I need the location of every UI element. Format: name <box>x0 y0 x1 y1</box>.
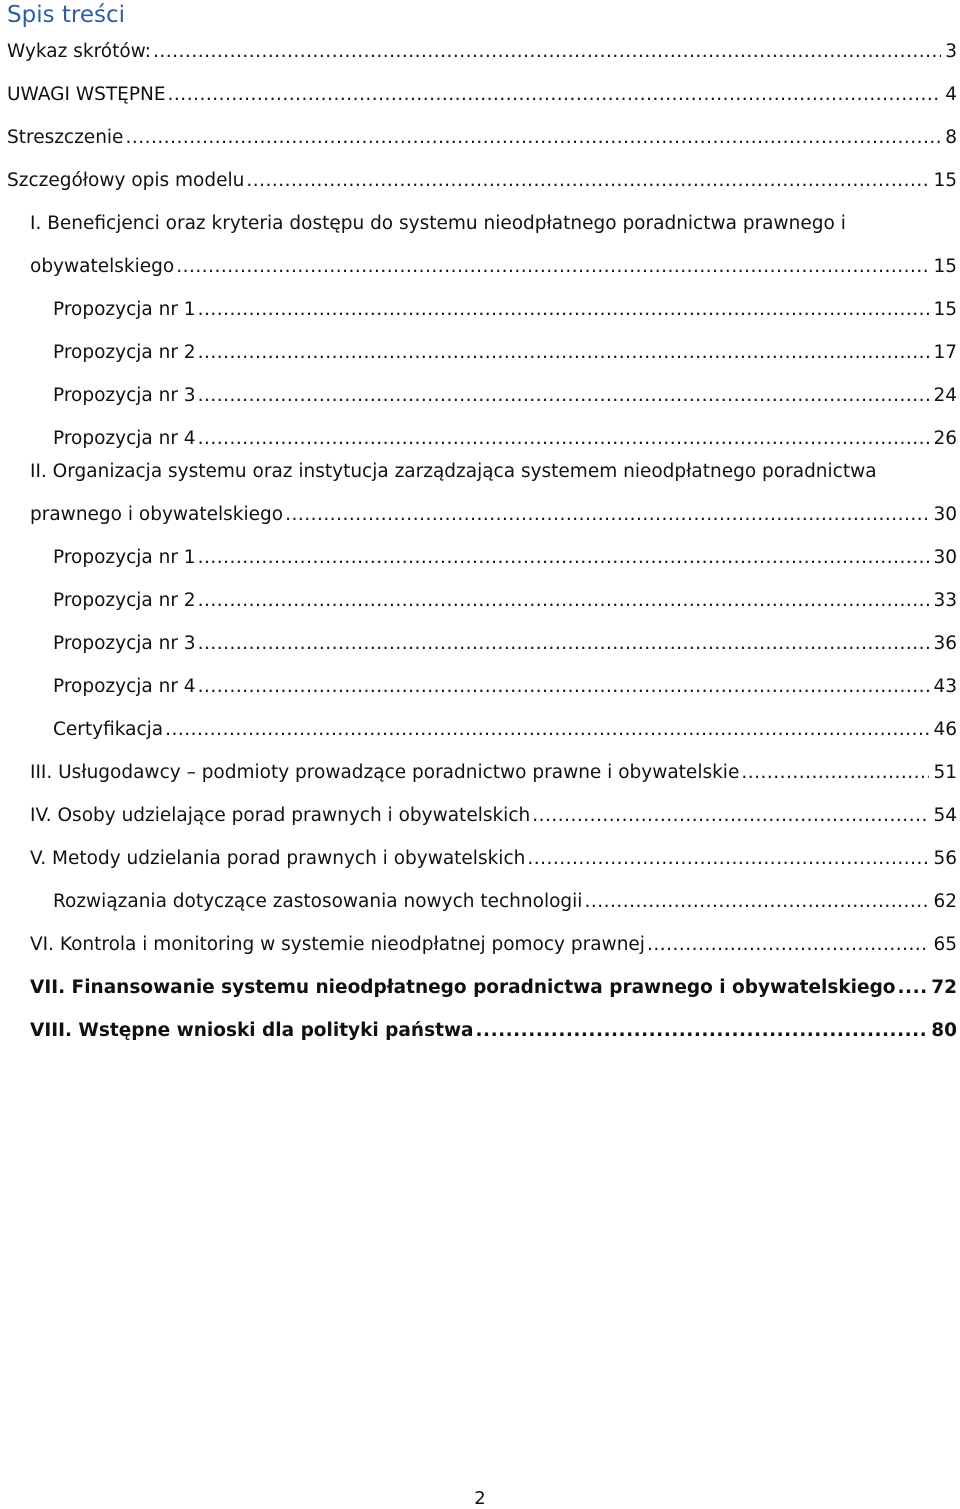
toc-entry-text: Wykaz skrótów: <box>7 41 152 62</box>
toc-entry-streszczenie[interactable] <box>7 126 957 150</box>
toc-entry-text: VIII. Wstępne wnioski dla polityki państwa <box>30 1020 474 1041</box>
toc-entry-text-line1: II. Organizacja systemu oraz instytucja zarządzająca systemem nieodpłatnego poradnictwa <box>30 461 877 482</box>
toc-entry-text: Streszczenie <box>7 127 124 148</box>
toc-leader-dots <box>198 384 930 408</box>
toc-entry-text: Propozycja nr 1 <box>53 547 196 568</box>
toc-leader-dots <box>165 718 929 742</box>
toc-entry-beneficjenci[interactable] <box>30 213 957 279</box>
toc-entry-szczegolowy-opis[interactable] <box>7 169 957 193</box>
toc-entry-page: 65 <box>933 934 957 955</box>
toc-entry-text: obywatelskiego <box>30 256 175 277</box>
toc-entry-finansowanie[interactable] <box>30 976 957 1000</box>
toc-entry-text-line1: I. Beneficjenci oraz kryteria dostępu do systemu nieodpłatnego poradnictwa prawnego i <box>30 213 846 234</box>
toc-leader-dots <box>198 632 930 656</box>
toc-leader-dots <box>198 341 930 365</box>
toc-entry-page: 24 <box>933 385 957 406</box>
toc-entry-page: 15 <box>933 170 957 191</box>
toc-leader-dots <box>198 298 930 322</box>
toc-entry-page: 51 <box>933 762 957 783</box>
toc-leader-dots <box>168 83 942 107</box>
toc-leader-dots <box>198 427 930 451</box>
toc-entry-page: 30 <box>933 504 957 525</box>
toc-entry-text: VII. Finansowanie systemu nieodpłatnego poradnictwa prawnego i obywatelskiego <box>30 977 896 998</box>
toc-entry-propozycja-2a[interactable] <box>53 341 957 365</box>
toc-entry-propozycja-3a[interactable] <box>53 384 957 408</box>
toc-leader-dots <box>898 976 928 1000</box>
toc-entry-propozycja-4a[interactable] <box>53 427 957 451</box>
toc-entry-osoby[interactable] <box>30 804 957 828</box>
toc-entry-page: 3 <box>945 41 957 62</box>
toc-entry-page: 36 <box>933 633 957 654</box>
toc-leader-dots <box>527 847 929 871</box>
toc-entry-propozycja-1a[interactable] <box>53 298 957 322</box>
toc-leader-dots <box>153 40 941 64</box>
toc-entry-wnioski[interactable] <box>30 1019 957 1043</box>
toc-entry-page: 15 <box>933 299 957 320</box>
toc-entry-certyfikacja[interactable] <box>53 718 957 742</box>
toc-entry-text: III. Usługodawcy – podmioty prowadzące poradnictwo prawne i obywatelskie <box>30 762 740 783</box>
toc-entry-text: UWAGI WSTĘPNE <box>7 84 166 105</box>
toc-entry-metody[interactable] <box>30 847 957 871</box>
toc-entry-page: 72 <box>931 977 957 998</box>
toc-entry-text: Rozwiązania dotyczące zastosowania nowych technologii <box>53 891 583 912</box>
toc-entry-text: prawnego i obywatelskiego <box>30 504 284 525</box>
toc-entry-text: Propozycja nr 4 <box>53 676 196 697</box>
toc-entry-propozycja-4b[interactable] <box>53 675 957 699</box>
toc-entry-organizacja[interactable] <box>30 461 957 527</box>
toc-leader-dots <box>176 255 929 279</box>
toc-entry-text: Szczegółowy opis modelu <box>7 170 245 191</box>
toc-entry-page: 54 <box>933 805 957 826</box>
toc-entry-text: Propozycja nr 4 <box>53 428 196 449</box>
toc-entry-page: 4 <box>945 84 957 105</box>
toc-entry-text: Propozycja nr 3 <box>53 633 196 654</box>
toc-entry-uslugodawcy[interactable] <box>30 761 957 785</box>
toc-entry-page: 56 <box>933 848 957 869</box>
toc-leader-dots <box>198 675 930 699</box>
page-number: 2 <box>474 1488 486 1509</box>
toc-leader-dots <box>741 761 929 785</box>
toc-leader-dots <box>584 890 929 914</box>
toc-entry-text: VI. Kontrola i monitoring w systemie nieodpłatnej pomocy prawnej <box>30 934 645 955</box>
toc-entry-page: 46 <box>933 719 957 740</box>
toc-leader-dots <box>246 169 929 193</box>
toc-entry-wykaz-skrotow[interactable] <box>7 40 957 64</box>
toc-entry-rozwiazania[interactable] <box>53 890 957 914</box>
toc-entry-page: 80 <box>931 1020 957 1041</box>
toc-leader-dots <box>285 503 929 527</box>
toc-entry-text: V. Metody udzielania porad prawnych i obywatelskich <box>30 848 526 869</box>
toc-leader-dots <box>647 933 930 957</box>
toc-entry-propozycja-2b[interactable] <box>53 589 957 613</box>
toc-leader-dots <box>198 546 930 570</box>
toc-leader-dots <box>198 589 930 613</box>
toc-leader-dots <box>125 126 941 150</box>
toc-title: Spis treści <box>7 2 126 28</box>
toc-leader-dots <box>532 804 929 828</box>
toc-entry-text: IV. Osoby udzielające porad prawnych i obywatelskich <box>30 805 531 826</box>
toc-entry-text: Propozycja nr 1 <box>53 299 196 320</box>
toc-entry-page: 62 <box>933 891 957 912</box>
toc-entry-kontrola[interactable] <box>30 933 957 957</box>
toc-entry-text: Certyfikacja <box>53 719 164 740</box>
toc-entry-propozycja-1b[interactable] <box>53 546 957 570</box>
toc-leader-dots <box>476 1019 928 1043</box>
toc-entry-uwagi-wstepne[interactable] <box>7 83 957 107</box>
toc-entry-text: Propozycja nr 2 <box>53 590 196 611</box>
toc-entry-page: 17 <box>933 342 957 363</box>
toc-entry-page: 33 <box>933 590 957 611</box>
toc-entry-page: 8 <box>945 127 957 148</box>
toc-entry-propozycja-3b[interactable] <box>53 632 957 656</box>
toc-entry-text: Propozycja nr 2 <box>53 342 196 363</box>
toc-entry-text: Propozycja nr 3 <box>53 385 196 406</box>
toc-entry-page: 15 <box>933 256 957 277</box>
toc-entry-page: 26 <box>933 428 957 449</box>
toc-entry-page: 43 <box>933 676 957 697</box>
toc-entry-page: 30 <box>933 547 957 568</box>
